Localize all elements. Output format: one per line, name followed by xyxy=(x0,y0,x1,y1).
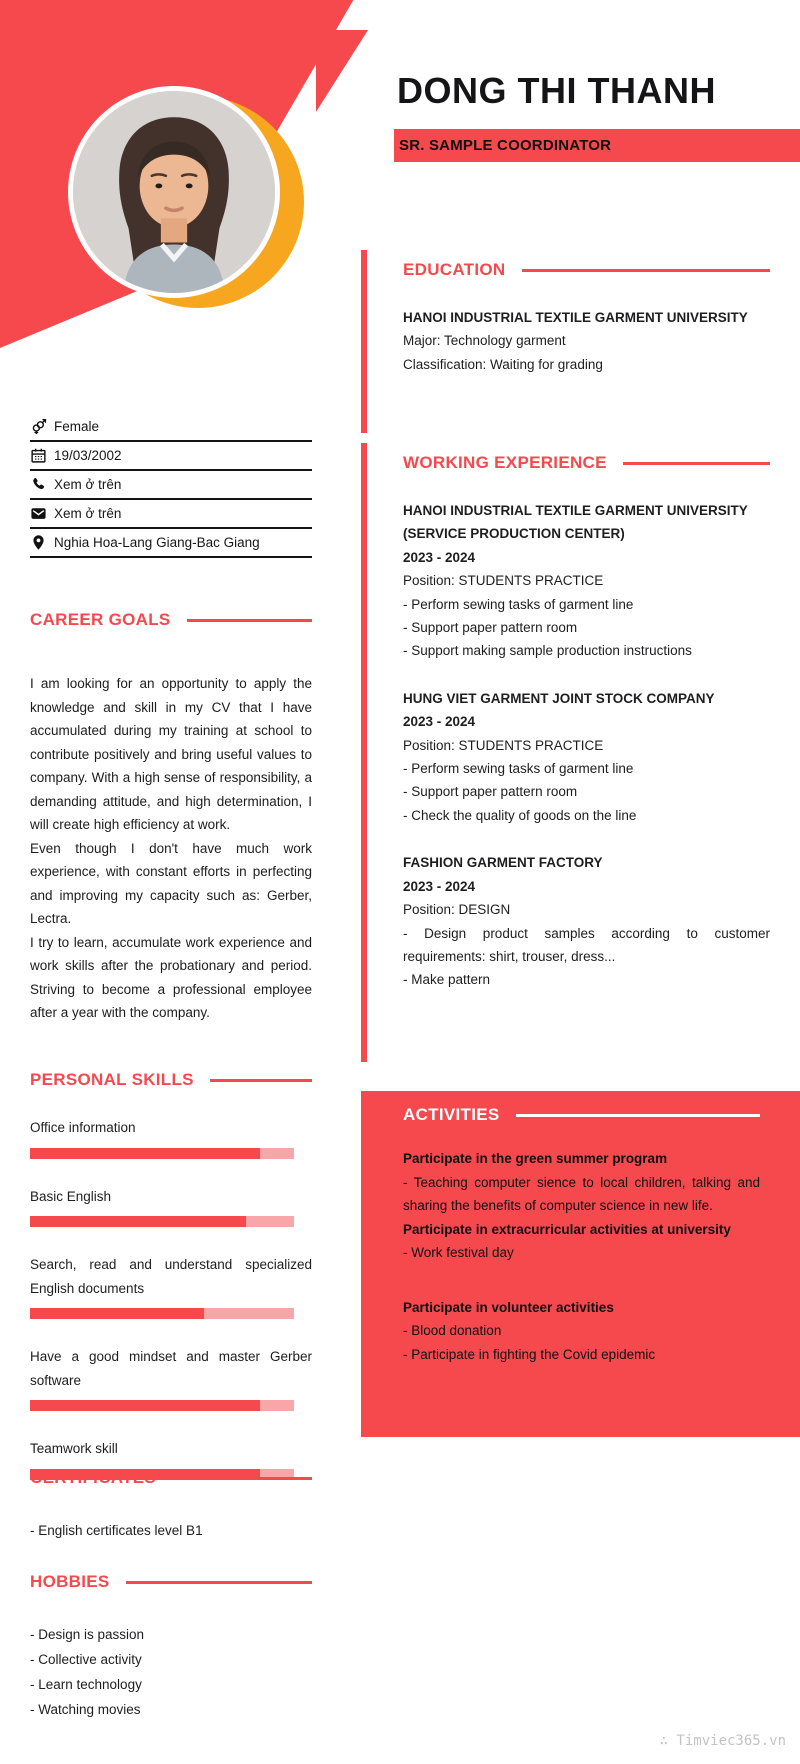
job-company: HUNG VIET GARMENT JOINT STOCK COMPANY xyxy=(403,690,715,706)
hobbies-title: HOBBIES xyxy=(30,1572,110,1591)
info-row-gender xyxy=(30,413,312,442)
job-unit: (SERVICE PRODUCTION CENTER) xyxy=(403,526,625,542)
experience-heading xyxy=(403,453,770,473)
skill-bar xyxy=(30,1148,294,1159)
info-row-address xyxy=(30,529,312,558)
activity-item: - Participate in fighting the Covid epidemic xyxy=(403,1346,656,1362)
skill-label: Search, read and understand specialized English documents xyxy=(30,1257,312,1296)
activity-item: - Blood donation xyxy=(403,1323,502,1338)
career-paragraph: I try to learn, accumulate work experience and work skills after the probationary and period. Striving to become a professional employee after a year with the company. xyxy=(30,934,312,1020)
skill-item xyxy=(30,1253,312,1319)
hobby-item: - Watching movies xyxy=(30,1702,141,1717)
skill-label: Teamwork skill xyxy=(30,1441,118,1456)
personal-skills-title: PERSONAL SKILLS xyxy=(30,1070,194,1089)
education-content xyxy=(403,306,770,376)
phone-icon xyxy=(30,476,47,493)
info-row-birthdate xyxy=(30,442,312,471)
personal-skills-heading xyxy=(30,1070,312,1090)
activity-item: - Teaching computer sience to local children, talking and sharing the benefits of computer science in new life. xyxy=(403,1174,760,1213)
hobby-item: - Design is passion xyxy=(30,1627,145,1642)
email-icon xyxy=(30,505,47,522)
skill-label: Basic English xyxy=(30,1188,112,1204)
certificate-item: - English certificates level B1 xyxy=(30,1523,203,1538)
birthdate-value: 19/03/2002 xyxy=(54,448,122,463)
job-bullet: - Support paper pattern room xyxy=(403,620,578,636)
gender-value: Female xyxy=(54,419,100,434)
site-watermark: ∴ Timviec365.vn xyxy=(659,1733,786,1749)
skill-item xyxy=(30,1345,312,1411)
contact-info-list xyxy=(30,413,312,558)
skill-item xyxy=(30,1116,312,1159)
hobby-item: - Collective activity xyxy=(30,1652,142,1667)
career-goals-section xyxy=(30,610,312,1025)
job-bullet: - Design product samples according to customer requirements: shirt, trouser, dress... xyxy=(403,925,770,964)
hobbies-section xyxy=(30,1572,312,1722)
header-decoration xyxy=(0,0,400,410)
activity-group-title: Participate in the green summer program xyxy=(403,1151,668,1166)
activities-heading xyxy=(403,1105,760,1125)
job-position: Position: STUDENTS PRACTICE xyxy=(403,737,604,753)
job-bullet: - Check the quality of goods on the line xyxy=(403,807,637,823)
job-period: 2023 - 2024 xyxy=(403,549,476,565)
skill-item xyxy=(30,1185,312,1228)
heading-rule xyxy=(126,1581,312,1584)
activity-group-title: Participate in volunteer activities xyxy=(403,1299,614,1315)
education-section xyxy=(361,250,800,433)
education-classification: Classification: Waiting for grading xyxy=(403,356,603,372)
activity-group-title: Participate in extracurricular activities at university xyxy=(403,1221,731,1237)
skill-label: Office information xyxy=(30,1120,136,1135)
candidate-name: DONG THI THANH xyxy=(397,70,716,111)
heading-rule xyxy=(516,1114,760,1117)
career-goals-title: CAREER GOALS xyxy=(30,610,171,629)
career-paragraph: I am looking for an opportunity to apply the knowledge and skill in my CV that I have accumulated during my training at school to contribute positively and bring useful values to company. With a high sense of responsibility, a demanding attitude, and high determination, I will create high efficiency at work. xyxy=(30,676,312,832)
certificates-heading xyxy=(30,1468,312,1488)
job-position: Position: STUDENTS PRACTICE xyxy=(403,573,604,589)
location-icon xyxy=(30,534,47,551)
job-entry xyxy=(403,687,770,827)
skill-bar-fill xyxy=(30,1400,260,1411)
heading-rule xyxy=(623,462,770,465)
job-bullet: - Support making sample production instructions xyxy=(403,643,692,659)
info-row-phone xyxy=(30,471,312,500)
activities-content xyxy=(403,1147,760,1366)
experience-title: WORKING EXPERIENCE xyxy=(403,453,607,472)
job-entry xyxy=(403,499,770,663)
skill-bar xyxy=(30,1216,294,1227)
experience-section xyxy=(361,443,800,1062)
calendar-icon xyxy=(30,447,47,464)
activity-group xyxy=(403,1147,760,1218)
job-bullet: - Support paper pattern room xyxy=(403,784,578,800)
phone-value: Xem ở trên xyxy=(54,477,122,492)
activities-title: ACTIVITIES xyxy=(403,1105,500,1124)
activity-group xyxy=(403,1296,760,1367)
skill-label: Have a good mindset and master Gerber software xyxy=(30,1349,312,1388)
education-title: EDUCATION xyxy=(403,260,506,279)
info-row-email xyxy=(30,500,312,529)
job-company: FASHION GARMENT FACTORY xyxy=(403,855,603,871)
job-period: 2023 - 2024 xyxy=(403,878,476,894)
heading-rule xyxy=(187,619,312,622)
experience-content xyxy=(403,499,770,992)
skill-bar-fill xyxy=(30,1148,260,1159)
job-position: Position: DESIGN xyxy=(403,902,511,918)
activity-group xyxy=(403,1218,760,1265)
skill-bar xyxy=(30,1308,294,1319)
profile-photo-illustration xyxy=(73,91,275,293)
red-triangle-shape xyxy=(316,30,368,112)
job-bullet: - Perform sewing tasks of garment line xyxy=(403,761,634,777)
job-bullet: - Make pattern xyxy=(403,972,491,988)
heading-rule xyxy=(522,269,771,272)
certificates-title: CERTIFICATES xyxy=(30,1468,157,1487)
job-period: 2023 - 2024 xyxy=(403,714,476,730)
skill-bar-fill xyxy=(30,1308,204,1319)
skill-bar-fill xyxy=(30,1216,246,1227)
job-bullet: - Perform sewing tasks of garment line xyxy=(403,596,634,612)
school-name: HANOI INDUSTRIAL TEXTILE GARMENT UNIVERSITY xyxy=(403,310,748,325)
address-value: Nghia Hoa-Lang Giang-Bac Giang xyxy=(54,535,260,550)
activity-item: - Work festival day xyxy=(403,1245,514,1260)
education-major: Major: Technology garment xyxy=(403,333,566,349)
hobbies-list xyxy=(30,1622,312,1722)
education-heading xyxy=(403,260,770,280)
job-entry xyxy=(403,851,770,991)
job-title-badge xyxy=(394,129,800,162)
profile-photo xyxy=(68,86,280,298)
career-goals-heading xyxy=(30,610,312,630)
activities-section xyxy=(361,1091,800,1437)
gender-icon xyxy=(30,418,47,435)
certificates-section xyxy=(30,1468,312,1543)
heading-rule xyxy=(210,1079,312,1082)
heading-rule xyxy=(172,1477,312,1480)
job-company: HANOI INDUSTRIAL TEXTILE GARMENT UNIVERSITY xyxy=(403,503,748,518)
personal-skills-section xyxy=(30,1070,312,1480)
job-title-text: SR. SAMPLE COORDINATOR xyxy=(399,137,612,154)
career-paragraph: Even though I don't have much work experience, with constant efforts in perfecting and improving my capacity such as: Gerber, Lectra. xyxy=(30,840,312,926)
hobby-item: - Learn technology xyxy=(30,1677,142,1692)
skill-bar xyxy=(30,1400,294,1411)
hobbies-heading xyxy=(30,1572,312,1592)
career-goals-text xyxy=(30,672,312,1025)
email-value: Xem ở trên xyxy=(54,506,122,521)
